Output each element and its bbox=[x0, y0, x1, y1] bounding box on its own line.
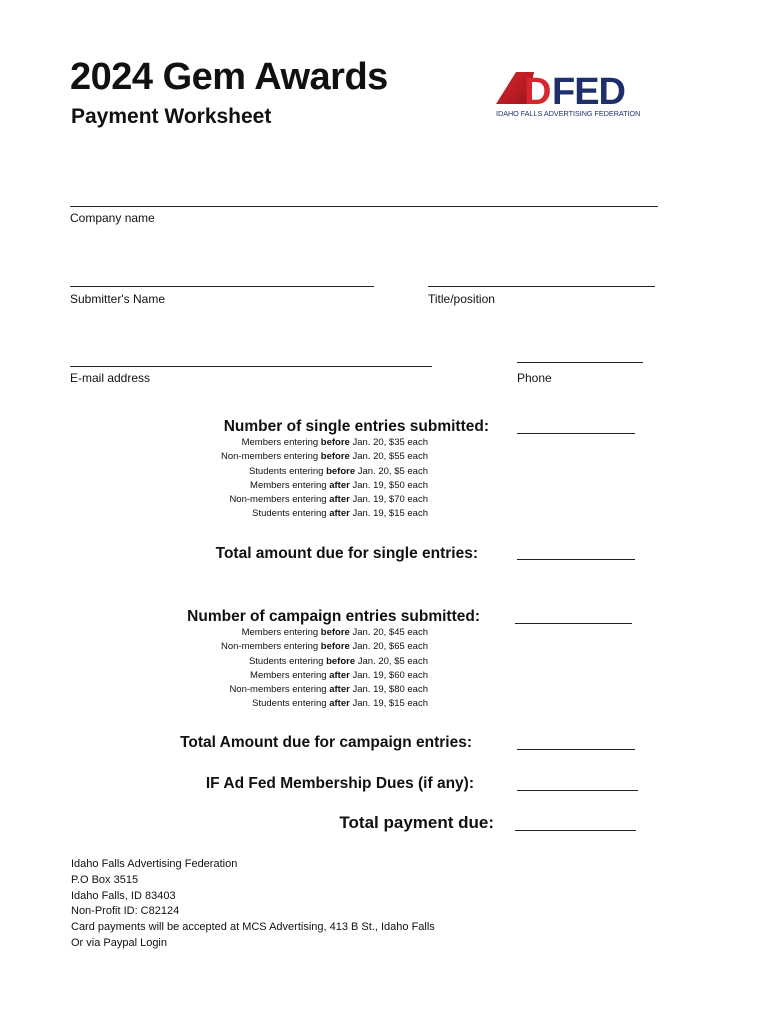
single-total-line[interactable] bbox=[517, 559, 635, 560]
rate-text: Members entering bbox=[241, 437, 321, 448]
rate-text: Members entering bbox=[250, 479, 330, 491]
single-rate-row bbox=[221, 507, 428, 521]
submitter-name-label: Submitter's Name bbox=[70, 292, 165, 306]
logo-d-letter: D bbox=[524, 71, 551, 113]
title-position-line[interactable] bbox=[428, 286, 655, 287]
single-rate-row bbox=[221, 479, 428, 493]
rate-price: Jan. 19, $70 each bbox=[349, 494, 428, 506]
rate-timing: before bbox=[326, 465, 356, 477]
rate-text: Students entering bbox=[252, 508, 330, 520]
logo-fed-text: FED bbox=[552, 71, 625, 113]
single-rate-row bbox=[221, 436, 428, 450]
rate-price: Jan. 19, $80 each bbox=[349, 684, 428, 696]
single-entries-count-line[interactable] bbox=[517, 433, 635, 434]
rate-text: Non-members entering bbox=[229, 684, 330, 696]
campaign-total-label: Total Amount due for campaign entries: bbox=[180, 734, 472, 751]
footer-line: Or via Paypal Login bbox=[71, 936, 167, 949]
rate-timing: before bbox=[320, 641, 350, 653]
rate-timing: after bbox=[329, 479, 350, 491]
phone-line[interactable] bbox=[517, 362, 643, 363]
rate-timing: after bbox=[329, 508, 350, 520]
rate-timing: before bbox=[326, 655, 356, 667]
dues-label: IF Ad Fed Membership Dues (if any): bbox=[205, 775, 474, 792]
page-title: 2024 Gem Awards bbox=[70, 56, 388, 98]
footer-line: P.O Box 3515 bbox=[71, 873, 139, 886]
email-line[interactable] bbox=[70, 366, 432, 367]
phone-label: Phone bbox=[517, 371, 552, 385]
total-payment-line[interactable] bbox=[515, 830, 636, 831]
rate-price: Jan. 20, $35 each bbox=[349, 437, 428, 448]
rate-price: Jan. 19, $60 each bbox=[349, 669, 428, 681]
rate-price: Jan. 20, $5 each bbox=[355, 465, 428, 477]
campaign-rate-row bbox=[221, 626, 428, 640]
campaign-rate-row bbox=[221, 640, 428, 654]
single-rates-list bbox=[221, 436, 428, 522]
campaign-rate-row bbox=[221, 697, 428, 711]
rate-timing: before bbox=[320, 437, 350, 448]
rate-timing: before bbox=[320, 451, 350, 463]
rate-price: Jan. 19, $50 each bbox=[349, 479, 428, 491]
single-rate-row bbox=[221, 450, 428, 464]
rate-price: Jan. 20, $45 each bbox=[349, 627, 428, 638]
rate-timing: after bbox=[329, 684, 350, 696]
footer-address bbox=[71, 857, 435, 952]
rate-text: Members entering bbox=[250, 669, 330, 681]
campaign-rate-row bbox=[221, 655, 428, 669]
rate-text: Non-members entering bbox=[220, 641, 321, 653]
single-rate-row bbox=[221, 465, 428, 479]
rate-price: Jan. 20, $65 each bbox=[349, 641, 428, 653]
submitter-name-line[interactable] bbox=[70, 286, 374, 287]
rate-timing: after bbox=[329, 494, 350, 506]
footer-line: Idaho Falls, ID 83403 bbox=[71, 889, 176, 902]
campaign-entries-heading: Number of campaign entries submitted: bbox=[187, 608, 480, 625]
rate-text: Students entering bbox=[248, 655, 327, 667]
rate-price: Jan. 20, $55 each bbox=[349, 451, 428, 463]
rate-text: Students entering bbox=[252, 698, 330, 710]
rate-price: Jan. 19, $15 each bbox=[349, 698, 428, 710]
title-position-label: Title/position bbox=[428, 292, 495, 306]
single-rate-row bbox=[221, 493, 428, 507]
page-subtitle: Payment Worksheet bbox=[71, 105, 272, 128]
rate-price: Jan. 19, $15 each bbox=[349, 508, 428, 520]
footer-line: Non-Profit ID: C82124 bbox=[71, 905, 180, 918]
email-label: E-mail address bbox=[70, 371, 151, 385]
adfed-logo bbox=[494, 66, 658, 118]
single-total-label: Total amount due for single entries: bbox=[215, 545, 478, 562]
campaign-entries-count-line[interactable] bbox=[515, 623, 632, 624]
single-entries-heading: Number of single entries submitted: bbox=[223, 418, 489, 435]
company-name-line[interactable] bbox=[70, 206, 658, 207]
dues-line[interactable] bbox=[517, 790, 638, 791]
total-payment-label: Total payment due: bbox=[339, 813, 494, 832]
rate-text: Students entering bbox=[248, 465, 327, 477]
footer-line: Card payments will be accepted at MCS Advertising, 413 B St., Idaho Falls bbox=[71, 921, 435, 934]
campaign-rates-list bbox=[221, 626, 428, 712]
company-name-label: Company name bbox=[70, 211, 155, 225]
logo-tagline: IDAHO FALLS ADVERTISING FEDERATION bbox=[496, 109, 641, 118]
campaign-total-line[interactable] bbox=[517, 749, 635, 750]
rate-timing: after bbox=[329, 669, 350, 681]
campaign-rate-row bbox=[221, 669, 428, 683]
rate-timing: after bbox=[329, 698, 350, 710]
campaign-rate-row bbox=[221, 683, 428, 697]
rate-text: Members entering bbox=[241, 627, 321, 638]
rate-timing: before bbox=[320, 627, 350, 638]
rate-text: Non-members entering bbox=[229, 494, 330, 506]
rate-price: Jan. 20, $5 each bbox=[355, 655, 428, 667]
footer-line: Idaho Falls Advertising Federation bbox=[71, 858, 238, 870]
rate-text: Non-members entering bbox=[220, 451, 321, 463]
